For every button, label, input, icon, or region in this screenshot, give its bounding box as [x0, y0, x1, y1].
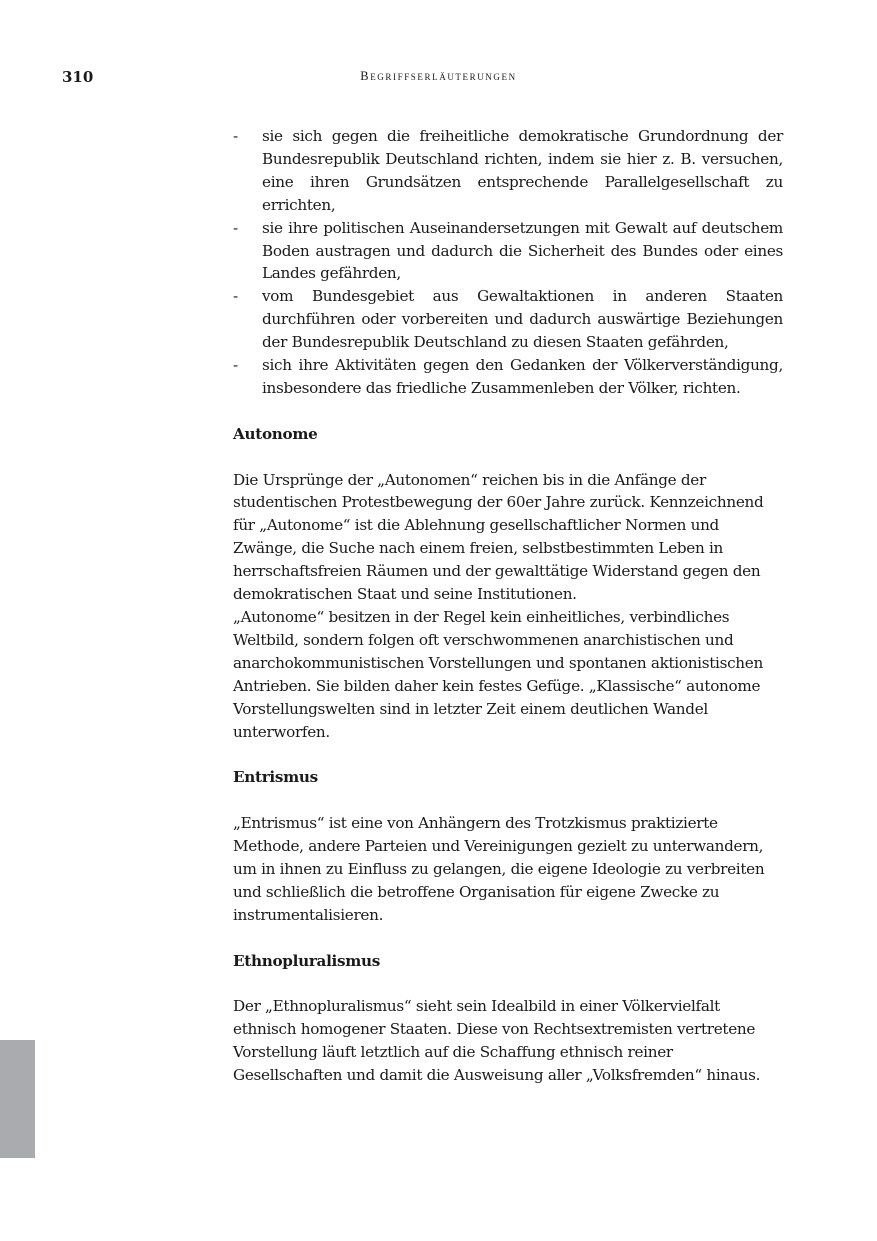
list-item [233, 125, 783, 217]
bullet-dash: - [233, 127, 238, 145]
list-item [233, 354, 783, 400]
criteria-list [233, 125, 783, 400]
section-heading-ethnopluralismus: Ethnopluralismus [233, 951, 381, 970]
paragraph: Die Ursprünge der „Autonomen“ reichen bis in die Anfänge der studentischen Protestbewegung der 60er Jahre zurück. Kennzeichnend für „Autonome“ ist die Ablehnung gesellschaftlicher Normen und Zwänge, die Suche nach einem freien, selbstbestimmten Leben in herrschaftsfreien Räumen und der gewalttätige Widerstand gegen den demokratischen Staat und seine Institutionen. [233, 470, 764, 604]
list-item-text: sich ihre Aktivitäten gegen den Gedanken der Völkerverständigung, insbesondere das friedliche Zusammenleben der Völker, richten. [262, 356, 783, 397]
bullet-dash: - [233, 218, 238, 237]
running-head: Begriffserläuterungen [360, 69, 517, 83]
section-heading-autonome: Autonome [233, 424, 318, 443]
paragraph: „Autonome“ besitzen in der Regel kein einheitliches, verbindliches Weltbild, sondern folgen oft verschwommenen anarchistischen und anarchokommunistischen Vorstellungen und spontanen aktionistischen Antrieben. Sie bilden daher kein festes Gefüge. „Klassische“ autonome Vorstellungswelten sind in letzter Zeit einem deutlichen Wandel unterworfen. [233, 608, 763, 741]
list-item [233, 285, 783, 354]
bullet-dash: - [233, 287, 238, 306]
paragraph: Der „Ethnopluralismus“ sieht sein Idealbild in einer Völkervielfalt ethnisch homogener Staaten. Diese von Rechtsextremisten vertretene Vorstellung läuft letztlich auf die Schaffung ethnisch reiner Gesellschaften und damit die Ausweisung aller „Volksfremden“ hinaus. [233, 997, 761, 1085]
list-item-text: vom Bundesgebiet aus Gewaltaktionen in anderen Staaten durchführen oder vorbereiten und dadurch auswärtige Beziehungen der Bundesrepublik Deutschland zu diesen Staaten gefährden, [262, 287, 783, 352]
list-item [233, 217, 783, 286]
paragraph: „Entrismus“ ist eine von Anhängern des Trotzkismus praktizierte Methode, andere Parteien und Vereinigungen gezielt zu unterwandern, um in ihnen zu Einfluss zu gelangen, die eigene Ideologie zu verbreiten und schließlich die betroffene Organisation für eigene Zwecke zu instrumentalisieren. [233, 814, 765, 924]
list-item-text: sie sich gegen die freiheitliche demokratische Grundordnung der Bundesrepublik Deutschland richten, indem sie hier z. B. versuchen, eine ihren Grundsätzen entsprechende Parallelgesellschaft zu errichten, [262, 127, 783, 214]
page-number: 310 [62, 68, 94, 86]
main-text [233, 125, 783, 1087]
bullet-dash: - [233, 356, 238, 375]
section-heading-entrismus: Entrismus [233, 768, 318, 787]
list-item-text: sie ihre politischen Auseinandersetzungen mit Gewalt auf deutschem Boden austragen und dadurch die Sicherheit des Bundes oder eines Landes gefährden, [262, 218, 783, 283]
chapter-tab-marker [0, 1040, 35, 1158]
